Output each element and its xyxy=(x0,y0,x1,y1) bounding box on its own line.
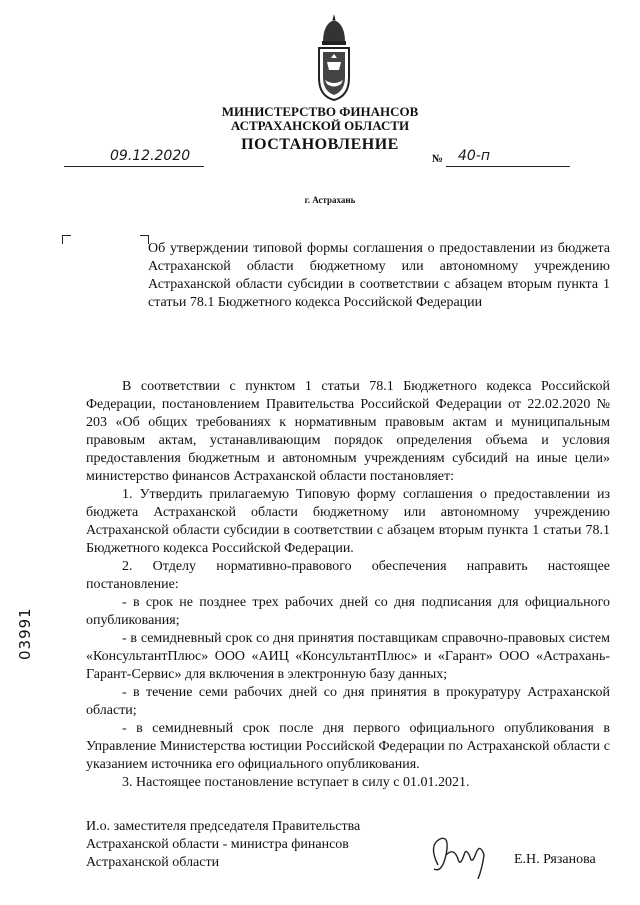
item-1-paragraph: 1. Утвердить прилагаемую Типовую форму соглашения о предоставлении из бюджета Астраханской области бюджетному или автономному учреждению Астраханской области субсидии в соответствии с абзацем вторым пункта 1 статьи 78.1 Бюджетного кодекса Российской Федерации. xyxy=(86,487,610,556)
left-corner-mark xyxy=(62,235,71,244)
document-date: 09.12.2020 xyxy=(110,148,191,164)
preamble-paragraph: В соответствии с пунктом 1 статьи 78.1 Бюджетного кодекса Российской Федерации, постановлением Правительства Российской Федерации от 22.02.2020 № 203 «Об общих требованиях к нормативным правовым актам и муниципальным правовым актам, устанавливающим порядок определения объема и условия предоставления бюджетным и автономным учреждениям субсидий на иные цели» министерство финансов Астраханской области постановляет: xyxy=(86,379,610,484)
signatory-line2: Астраханской области - министра финансов xyxy=(86,837,349,852)
item-2-subitem-b: - в семидневный срок со дня принятия поставщикам справочно-правовых систем «КонсультантПлюс» ООО «АИЦ «КонсультантПлюс» и «Гарант» ООО «Астрахань-Гарант-Сервис» для включения в электронную базу данных; xyxy=(86,631,610,682)
document-body xyxy=(86,378,610,792)
signatory-name: Е.Н. Рязанова xyxy=(514,852,596,867)
item-3-paragraph: 3. Настоящее постановление вступает в силу с 01.01.2021. xyxy=(122,775,470,790)
ministry-name-line1: МИНИСТЕРСТВО ФИНАНСОВ xyxy=(221,104,419,119)
city-name: г. Астрахань xyxy=(304,195,356,205)
signatory-line3: Астраханской области xyxy=(86,855,220,870)
coat-of-arms-emblem xyxy=(313,12,355,102)
registration-stamp-number: 03991 xyxy=(16,607,34,660)
document-number: 40-п xyxy=(458,148,491,164)
signatory-line1: И.о. заместителя председателя Правительства xyxy=(86,819,361,834)
number-underline xyxy=(446,166,570,167)
date-underline xyxy=(64,166,204,167)
item-2-paragraph: 2. Отделу нормативно-правового обеспечения направить настоящее постановление: xyxy=(86,559,610,592)
item-2-subitem-a: - в срок не позднее трех рабочих дней со дня подписания для официального опубликования; xyxy=(86,595,610,628)
document-type-title: ПОСТАНОВЛЕНИЕ xyxy=(241,136,399,153)
number-label: № xyxy=(432,153,444,165)
ministry-name-line2: АСТРАХАНСКОЙ ОБЛАСТИ xyxy=(230,118,410,133)
signatory-position xyxy=(86,818,416,872)
item-2-subitem-c: - в течение семи рабочих дней со дня принятия в прокуратуру Астраханской области; xyxy=(86,685,610,718)
item-2-subitem-d: - в семидневный срок после дня первого официального опубликования в Управление Министерства юстиции Российской Федерации по Астраханской области с указанием источника его официального опубликования. xyxy=(86,721,610,772)
handwritten-signature xyxy=(420,825,500,885)
document-subject: Об утверждении типовой формы соглашения о предоставлении из бюджета Астраханской области бюджетному или автономному учреждению Астраханской области субсидии в соответствии с абзацем вторым пункта 1 статьи 78.1 Бюджетного кодекса Российской Федерации xyxy=(148,241,610,310)
